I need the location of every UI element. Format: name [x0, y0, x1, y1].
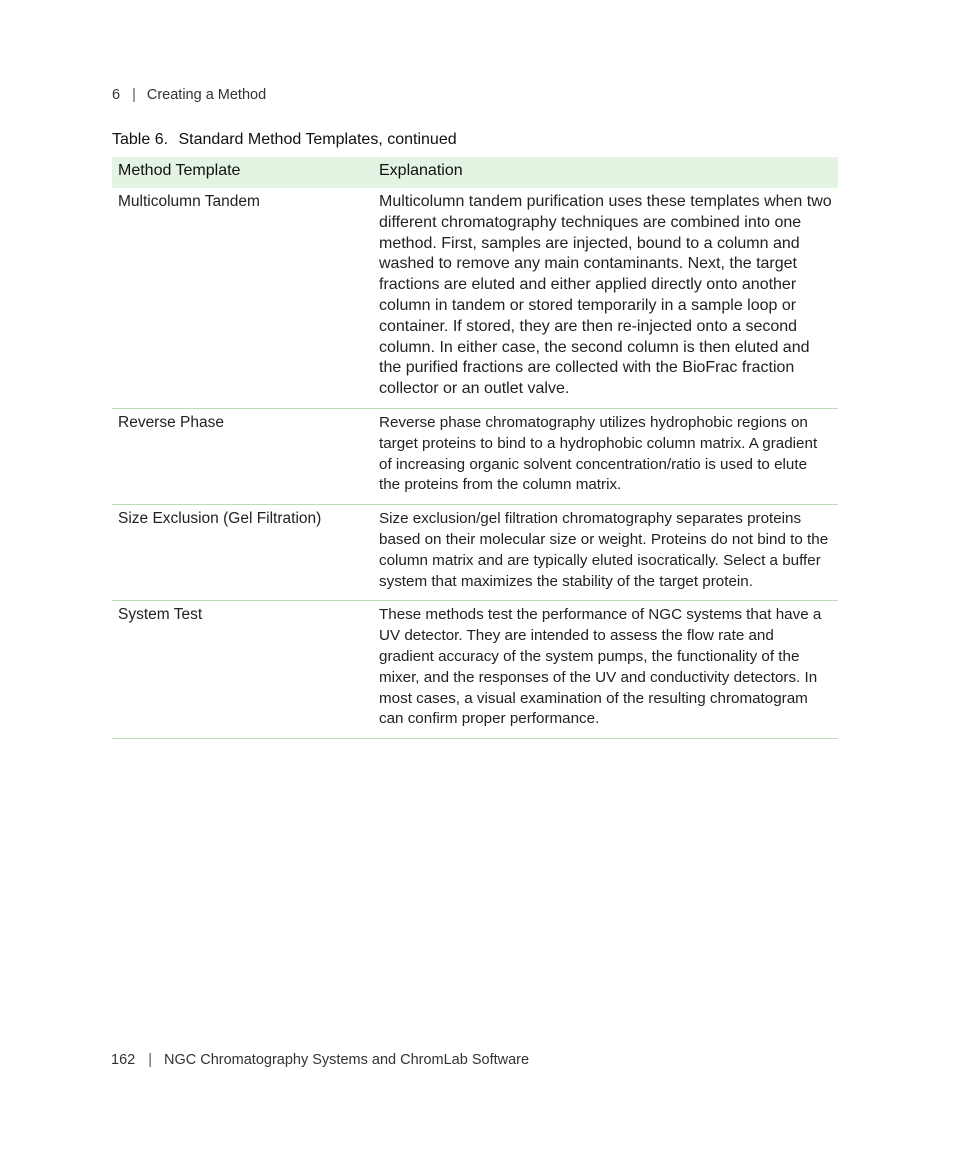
- table-row: [112, 505, 838, 601]
- template-name: System Test: [112, 601, 373, 739]
- template-explanation: Multicolumn tandem purification uses these templates when two different chromatography techniques are combined into one method. First, samples are injected, bound to a column and washed to remove any main contaminants. Next, the target fractions are eluted and either applied directly onto another column in tandem or stored temporarily in a sample loop or container. If stored, they are then re-injected onto a second column. In either case, the second column is then eluted and the purified fractions are collected with the BioFrac fraction collector or an outlet valve.: [373, 188, 838, 408]
- footer-separator: |: [148, 1052, 152, 1068]
- column-header-explanation: Explanation: [373, 157, 838, 188]
- column-header-method-template: Method Template: [112, 157, 373, 188]
- template-name: Multicolumn Tandem: [112, 188, 373, 408]
- table-row: [112, 188, 838, 408]
- template-explanation: These methods test the performance of NGC systems that have a UV detector. They are intended to assess the flow rate and gradient accuracy of the system pumps, the functionality of the mixer, and the responses of the UV and conductivity detectors. In most cases, a visual examination of the resulting chromatogram can confirm proper performance.: [373, 601, 838, 739]
- table-row: [112, 408, 838, 504]
- chapter-title: Creating a Method: [146, 87, 267, 103]
- table-caption-number: Table 6.: [112, 131, 169, 148]
- method-templates-table: [112, 157, 838, 739]
- header-separator: |: [132, 87, 136, 103]
- running-footer: [111, 1052, 529, 1068]
- template-name: Size Exclusion (Gel Filtration): [112, 505, 373, 601]
- table-caption-title: Standard Method Templates, continued: [178, 131, 457, 148]
- page-number: 162: [111, 1052, 136, 1068]
- book-title: NGC Chromatography Systems and ChromLab Software: [163, 1052, 530, 1068]
- template-explanation: Size exclusion/gel filtration chromatography separates proteins based on their molecular size or weight. Proteins do not bind to the column matrix and are typically eluted isocratically. Select a buffer system that maximizes the stability of the target protein.: [373, 505, 838, 601]
- template-explanation: Reverse phase chromatography utilizes hydrophobic regions on target proteins to bind to a hydrophobic column matrix. A gradient of increasing organic solvent concentration/ratio is used to elute the proteins from the column matrix.: [373, 408, 838, 504]
- table-header-row: [112, 157, 838, 188]
- table-row: [112, 601, 838, 739]
- template-name: Reverse Phase: [112, 408, 373, 504]
- chapter-number: 6: [112, 87, 121, 103]
- table-caption: [112, 131, 457, 149]
- table-body: [112, 188, 838, 739]
- running-header: [112, 87, 266, 103]
- table-header: [112, 157, 838, 188]
